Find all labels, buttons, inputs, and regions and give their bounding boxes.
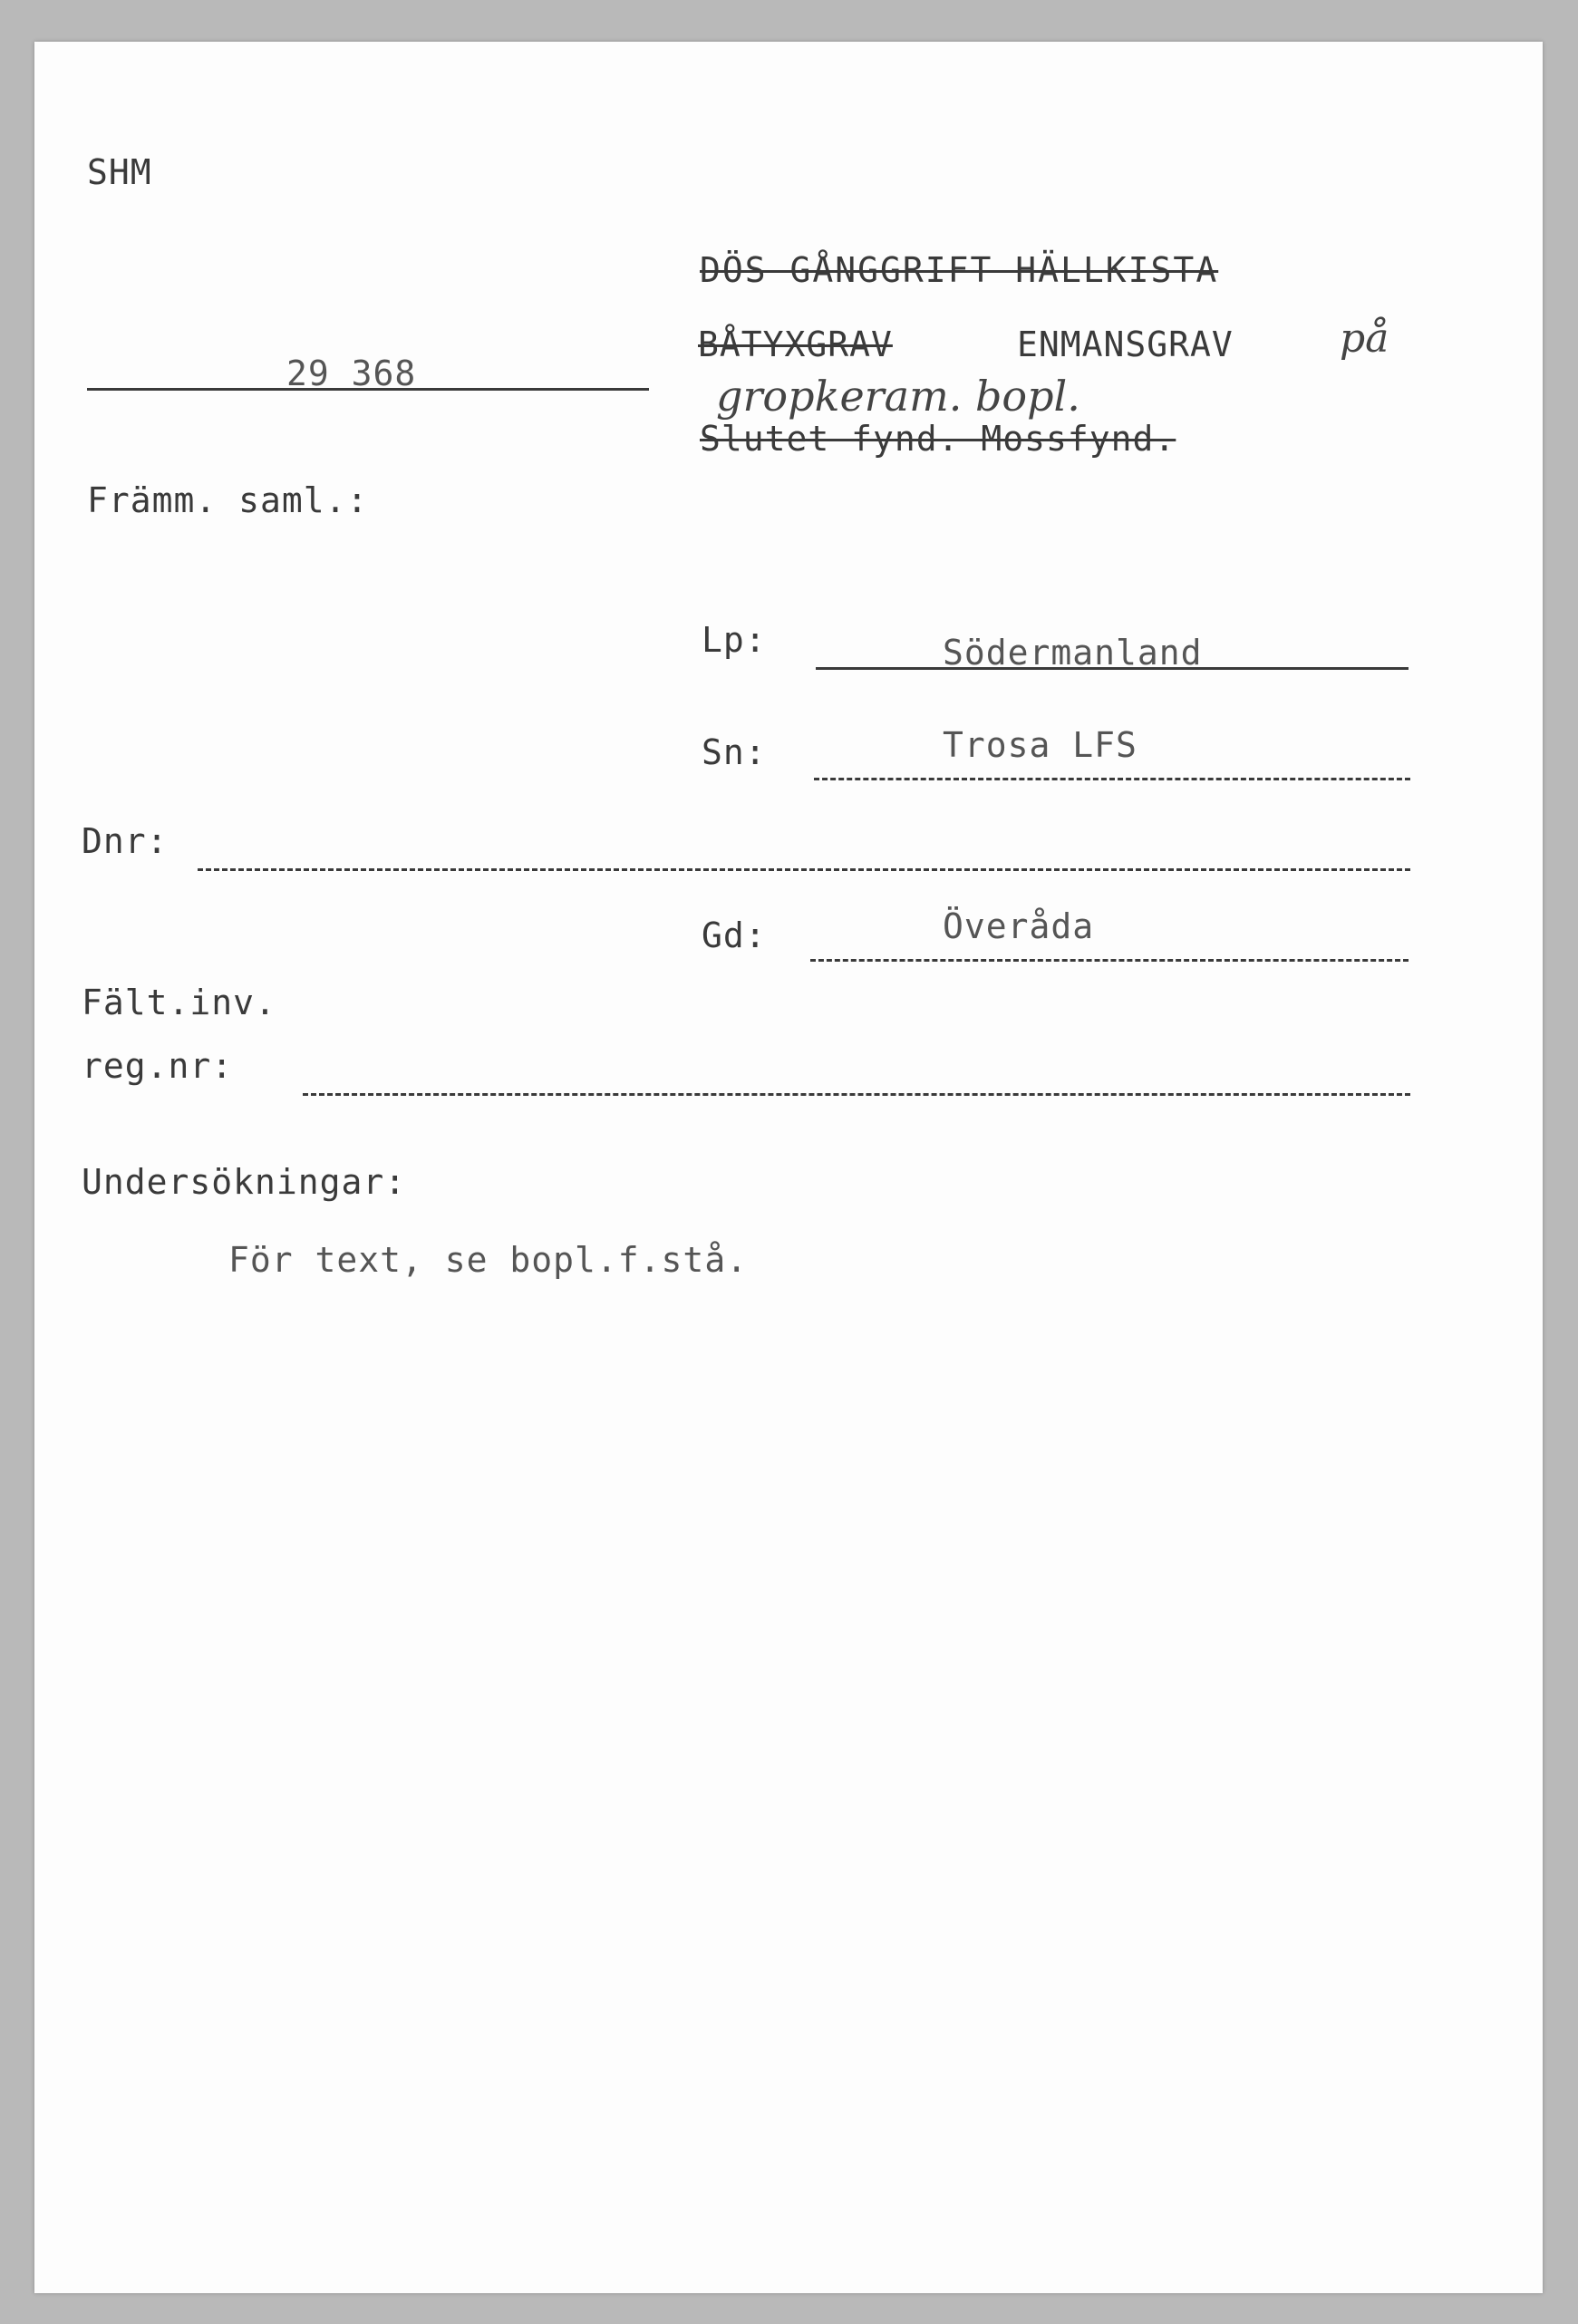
archive-card	[34, 42, 1543, 2293]
falt-inv-label: Fält.inv.	[82, 983, 276, 1022]
lp-label: Lp:	[702, 620, 767, 660]
reg-nr-label: reg.nr:	[82, 1046, 234, 1086]
grave-type-batyxgrav: BÅTYXGRAV	[698, 324, 893, 364]
handwritten-pa: på	[1340, 315, 1389, 362]
undersokningar-note: För text, se bopl.f.stå.	[228, 1240, 749, 1280]
museum-code: SHM	[87, 152, 152, 192]
sn-rule	[814, 778, 1410, 780]
undersokningar-label: Undersökningar:	[82, 1162, 407, 1202]
lp-rule	[816, 667, 1409, 670]
catalog-number: 29 368	[286, 353, 417, 393]
gd-rule	[810, 959, 1409, 962]
gd-label: Gd:	[702, 915, 767, 955]
lp-value: Södermanland	[943, 633, 1203, 673]
grave-types-line1: DÖS GÅNGGRIFT HÄLLKISTA	[700, 250, 1219, 290]
catalog-number-rule	[87, 388, 649, 391]
dnr-label: Dnr:	[82, 821, 169, 861]
dnr-rule	[198, 868, 1410, 871]
grave-type-enmansgrav: ENMANSGRAV	[1017, 324, 1234, 364]
framm-saml-label: Främm. saml.:	[87, 480, 369, 520]
find-type-line: Slutet fynd. Mossfynd.	[700, 419, 1176, 459]
reg-nr-rule	[303, 1093, 1410, 1096]
handwritten-site-note: gropkeram. bopl.	[716, 372, 1080, 421]
sn-value: Trosa LFS	[943, 725, 1138, 765]
gd-value: Överåda	[943, 906, 1095, 946]
sn-label: Sn:	[702, 732, 767, 772]
